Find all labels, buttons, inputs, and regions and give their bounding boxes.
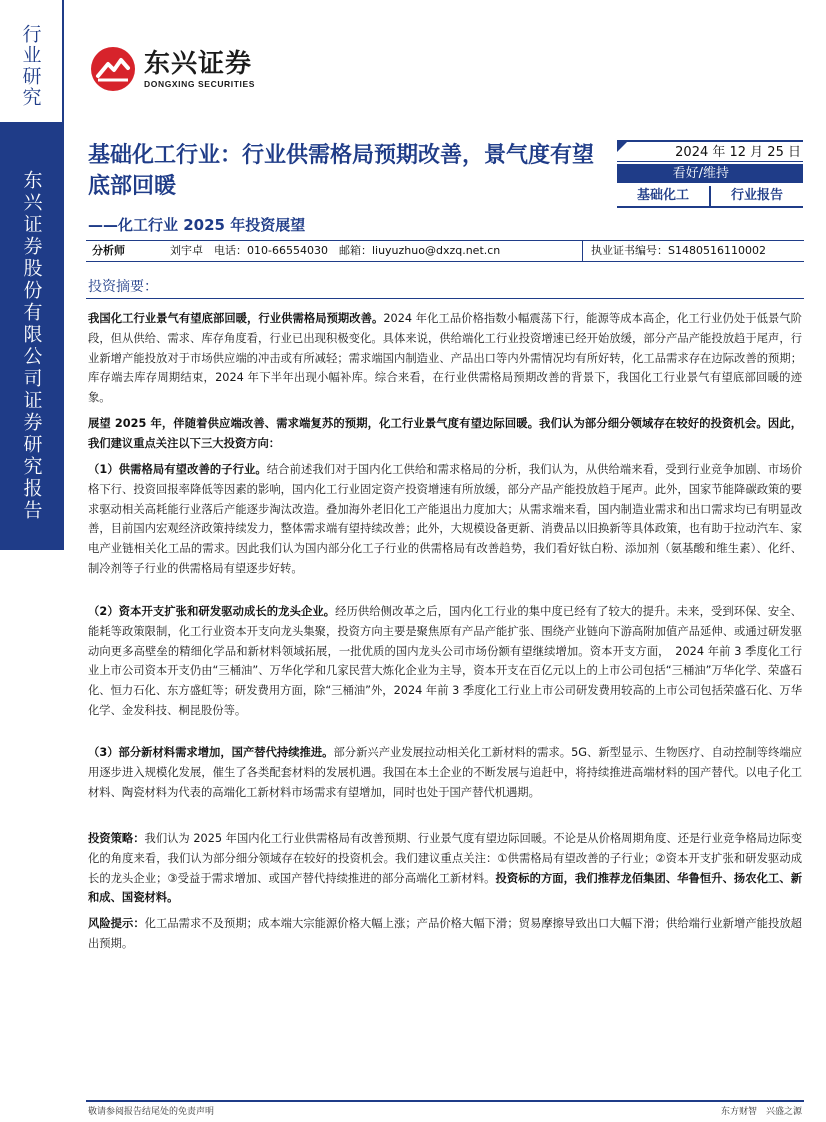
sidebar-category [0, 0, 64, 122]
paragraph-direction-1 [88, 460, 802, 579]
paragraph-direction-3 [88, 743, 802, 802]
paragraph-direction-1-text: 结合前述我们对于国内化工供给和需求格局的分析，我们认为，从供给端来看，受到行业竞争加剧、市场价格下行、投资回报率降低等因素的影响，国内化工行业固定资产投资增速有所放缓，部分产品产能投放趋于尾声。此外，国家节能降碳政策的要求驱动相关高耗能行业落后产能逐步淘汰改造。叠加海外老旧化工产能退出力度加大；从需求端来看，国内制造业需求和出口需求均已有明显改善，目前国内宏观经济政策持续发力，整体需求端有望持续改善；此外，大规模设备更新、消费品以旧换新等具体政策，也有助于拉动汽车、家电产业链相关化工品的需求。因此我们认为国内部分化工子行业的供需格局有改善趋势，我们看好钛白粉、添加剂（氨基酸和维生素）、化纤、制冷剂等子行业的供需格局有望逐步好转。 [88, 463, 802, 575]
report-type-tag: 行业报告 [709, 186, 803, 206]
paragraph-direction-2-text: 经历供给侧改革之后，国内化工行业的集中度已经有了较大的提升。未来，受到环保、安全、能耗等政策限制，化工行业资本开支向龙头集聚，投资方向主要是聚焦原有产品产能扩张、围绕产业链向下游高附加值产品延伸、或通过研发驱动向更多高壁垒的精细化学品和新材料领域拓展，一批优质的国内龙头公司市场份额有望继续增加。资本开支方面， 2024 年前 3 季度化工行业上市公司资本开支仍由“三桶油”、万华化学和几家民营大炼化企业为主导，资本开支在百亿元以上的上市公司包括“三桶油”万华化学、荣盛石化、恒力石化、东方盛虹等；研发费用方面，除“三桶油”外，2024 年前 3 季度化工行业上市公司研发费用较高的上市公司包括荣盛石化、万华化学、金发科技、桐昆股份等。 [88, 605, 802, 717]
paragraph-outlook-lead: 展望 2025 年，伴随着供应端改善、需求端复苏的预期，化工行业景气度有望边际回暖。我们认为部分细分领域存在较好的投资机会。因此，我们建议重点关注以下三大投资方向： [88, 417, 802, 450]
rating-badge: 看好/维持 [617, 164, 803, 183]
analyst-bar [86, 240, 804, 262]
tag-row [617, 186, 803, 208]
logo-en-text: DONGXING SECURITIES [144, 79, 256, 89]
company-logo [90, 46, 255, 92]
paragraph-direction-1-lead: （1）供需格局有望改善的子行业。 [88, 463, 267, 476]
paragraph-overview-lead: 我国化工行业景气有望底部回暖，行业供需格局预期改善。 [88, 312, 384, 325]
sidebar-category-label: 行业研究 [19, 24, 42, 108]
report-date: 2024 年 12 月 25 日 [617, 140, 803, 162]
analyst-label: 分析师 [92, 244, 125, 257]
paragraph-strategy-lead: 投资策略： [88, 832, 145, 845]
paragraph-overview [88, 309, 802, 408]
analyst-info: 刘宇卓 电话：010-66554030 邮箱：liuyuzhuo@dxzq.net.cn [170, 244, 501, 257]
report-title: 基础化工行业：行业供需格局预期改善，景气度有望底部回暖 [88, 143, 595, 199]
corner-triangle-icon [617, 142, 627, 152]
paragraph-overview-text: 2024 年化工品价格指数小幅震荡下行，能源等成本高企，化工行业仍处于低景气阶段，但从供给、需求、库存角度看，行业已出现积极变化。具体来说，供给端化工行业投资增速已经开始放缓，部分产品产能投放趋于尾声，行业新增产能投放对于市场供应端的冲击或有所减轻；需求端国内制造业、产品出口等内外需情况均有所好转，化工品需求存在边际改善的预期；库存端去库存周期结束，2024 年下半年出现小幅补库。综合来看，在行业供需格局预期改善的背景下，我国化工行业景气有望底部回暖的迹象。 [88, 312, 802, 405]
paragraph-direction-2 [88, 602, 802, 721]
paragraph-direction-3-text: 部分新兴产业发展拉动相关化工新材料的需求。5G、新型显示、生物医疗、自动控制等终端应用逐步进入规模化发展，催生了各类配套材料的发展机遇。我国在本土企业的不断发展与追赶中，将持续推进高端材料的国产替代。以电子化工材料、陶瓷材料为代表的高端化工新材料市场需求有望增加，同时也处于国产替代机遇期。 [88, 746, 802, 799]
footer-disclaimer: 敬请参阅报告结尾处的免责声明 [88, 1107, 215, 1117]
paragraph-risk-text: 化工品需求不及预期；成本端大宗能源价格大幅上涨；产品价格大幅下滑；贸易摩擦导致出口大幅下滑；供给端行业新增产能投放超出预期。 [88, 917, 802, 950]
paragraph-direction-2-lead: （2）资本开支扩张和研发驱动成长的龙头企业。 [88, 605, 336, 618]
analyst-cert: 执业证书编号：S1480516110002 [582, 241, 804, 261]
paragraph-direction-3-lead: （3）部分新材料需求增加，国产替代持续推进。 [88, 746, 334, 759]
logo-mark-icon [90, 46, 136, 92]
footer-slogan: 东方财智 兴盛之源 [720, 1107, 802, 1117]
paragraph-risk-lead: 风险提示： [88, 917, 145, 930]
paragraph-outlook [88, 414, 802, 454]
report-subtitle: ——化工行业 2025 年投资展望 [88, 216, 306, 234]
sidebar-org-label: 东兴证券股份有限公司证券研究报告 [20, 170, 43, 522]
paragraph-risk [88, 914, 802, 954]
paragraph-strategy-text: 我们认为 2025 年国内化工行业供需格局有改善预期、行业景气度有望边际回暖。不论是从价格周期角度、还是行业竞争格局边际变化的角度来看，我们认为部分细分领域存在较好的投资机会。我们建议重点关注：①供需格局有望改善的子行业；②资本开支扩张和研发驱动成长的龙头企业；③受益于需求增加、或国产替代持续推进的部分高端化工新材料。 [88, 832, 802, 885]
logo-cn-text: 东兴证券 [144, 49, 253, 79]
paragraph-strategy [88, 829, 802, 908]
paragraph-strategy-picks: 投资标的方面，我们推荐龙佰集团、华鲁恒升、扬农化工、新和成、国瓷材料。 [88, 871, 802, 905]
sector-tag: 基础化工 [636, 188, 689, 203]
sidebar-org [0, 122, 64, 550]
summary-heading: 投资摘要： [86, 277, 804, 299]
footer-divider [86, 1100, 804, 1102]
